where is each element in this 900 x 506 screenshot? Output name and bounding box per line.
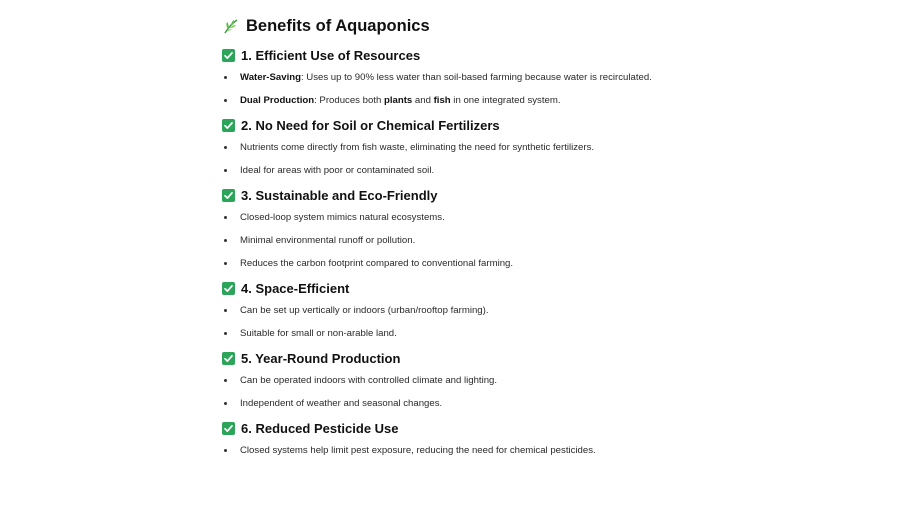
section-heading	[222, 184, 862, 206]
section-heading	[222, 114, 862, 136]
item-text: Can be set up vertically or indoors (urban/rooftop farming).	[240, 305, 489, 316]
section-3	[222, 184, 862, 275]
document	[222, 14, 862, 462]
bullet-dot-icon	[224, 216, 227, 219]
bullet-list	[222, 206, 862, 275]
section-heading	[222, 347, 862, 369]
section-heading	[222, 417, 862, 439]
item-text: Reduces the carbon footprint compared to conventional farming.	[240, 258, 514, 269]
item-text: in one integrated system.	[450, 95, 561, 106]
section-heading	[222, 277, 862, 299]
item-bold-text: plants	[383, 95, 413, 106]
item-text: Nutrients come directly from fish waste, eliminating the need for synthetic fertilizers.	[240, 142, 595, 153]
list-item	[222, 322, 862, 345]
section-2	[222, 114, 862, 182]
section-title: 2. No Need for Soil or Chemical Fertilizers	[241, 117, 500, 133]
bullet-list	[222, 369, 862, 415]
section-4	[222, 277, 862, 345]
item-text: Closed-loop system mimics natural ecosystems.	[240, 212, 445, 223]
list-item	[222, 136, 862, 159]
check-mark-icon	[222, 119, 235, 132]
herb-leaf-icon	[222, 17, 240, 35]
section-title: 1. Efficient Use of Resources	[241, 47, 421, 63]
bullet-dot-icon	[224, 239, 227, 242]
section-5	[222, 347, 862, 415]
section-1	[222, 44, 862, 112]
section-title: 3. Sustainable and Eco-Friendly	[241, 187, 438, 203]
check-mark-icon	[222, 49, 235, 62]
bullet-dot-icon	[224, 309, 227, 312]
sections	[222, 44, 862, 462]
bullet-dot-icon	[224, 169, 227, 172]
section-title: 6. Reduced Pesticide Use	[241, 420, 399, 436]
item-text: Ideal for areas with poor or contaminated soil.	[240, 165, 435, 176]
bullet-list	[222, 299, 862, 345]
list-item	[222, 369, 862, 392]
item-text: Suitable for small or non-arable land.	[240, 328, 397, 339]
item-text: Minimal environmental runoff or pollution.	[240, 235, 416, 246]
item-text: : Uses up to 90% less water than soil-based farming because water is recirculated.	[300, 72, 652, 83]
bullet-dot-icon	[224, 402, 227, 405]
page-title: Benefits of Aquaponics	[246, 16, 430, 35]
item-bold-text: fish	[433, 95, 451, 106]
bullet-dot-icon	[224, 99, 227, 102]
bullet-list	[222, 439, 862, 462]
item-bold-text: Dual Production	[240, 95, 315, 106]
list-item	[222, 439, 862, 462]
item-bold-text: Water-Saving	[240, 72, 301, 83]
section-title: 5. Year-Round Production	[241, 350, 401, 366]
bullet-dot-icon	[224, 332, 227, 335]
check-mark-icon	[222, 352, 235, 365]
section-title: 4. Space-Efficient	[241, 280, 350, 296]
section-heading	[222, 44, 862, 66]
item-text: : Produces both	[314, 95, 384, 106]
list-item	[222, 229, 862, 252]
list-item	[222, 252, 862, 275]
check-mark-icon	[222, 189, 235, 202]
list-item	[222, 206, 862, 229]
list-item	[222, 159, 862, 182]
list-item	[222, 392, 862, 415]
list-item	[222, 66, 862, 89]
bullet-dot-icon	[224, 262, 227, 265]
check-mark-icon	[222, 422, 235, 435]
bullet-list	[222, 136, 862, 182]
bullet-dot-icon	[224, 449, 227, 452]
item-text: Can be operated indoors with controlled climate and lighting.	[240, 375, 498, 386]
list-item	[222, 89, 862, 112]
bullet-list	[222, 66, 862, 112]
item-text: Closed systems help limit pest exposure, reducing the need for chemical pesticides.	[240, 445, 596, 456]
title-row	[222, 14, 862, 38]
list-item	[222, 299, 862, 322]
bullet-dot-icon	[224, 379, 227, 382]
check-mark-icon	[222, 282, 235, 295]
item-text: Independent of weather and seasonal changes.	[240, 398, 443, 409]
bullet-dot-icon	[224, 146, 227, 149]
bullet-dot-icon	[224, 76, 227, 79]
item-text: and	[412, 95, 434, 106]
section-6	[222, 417, 862, 462]
